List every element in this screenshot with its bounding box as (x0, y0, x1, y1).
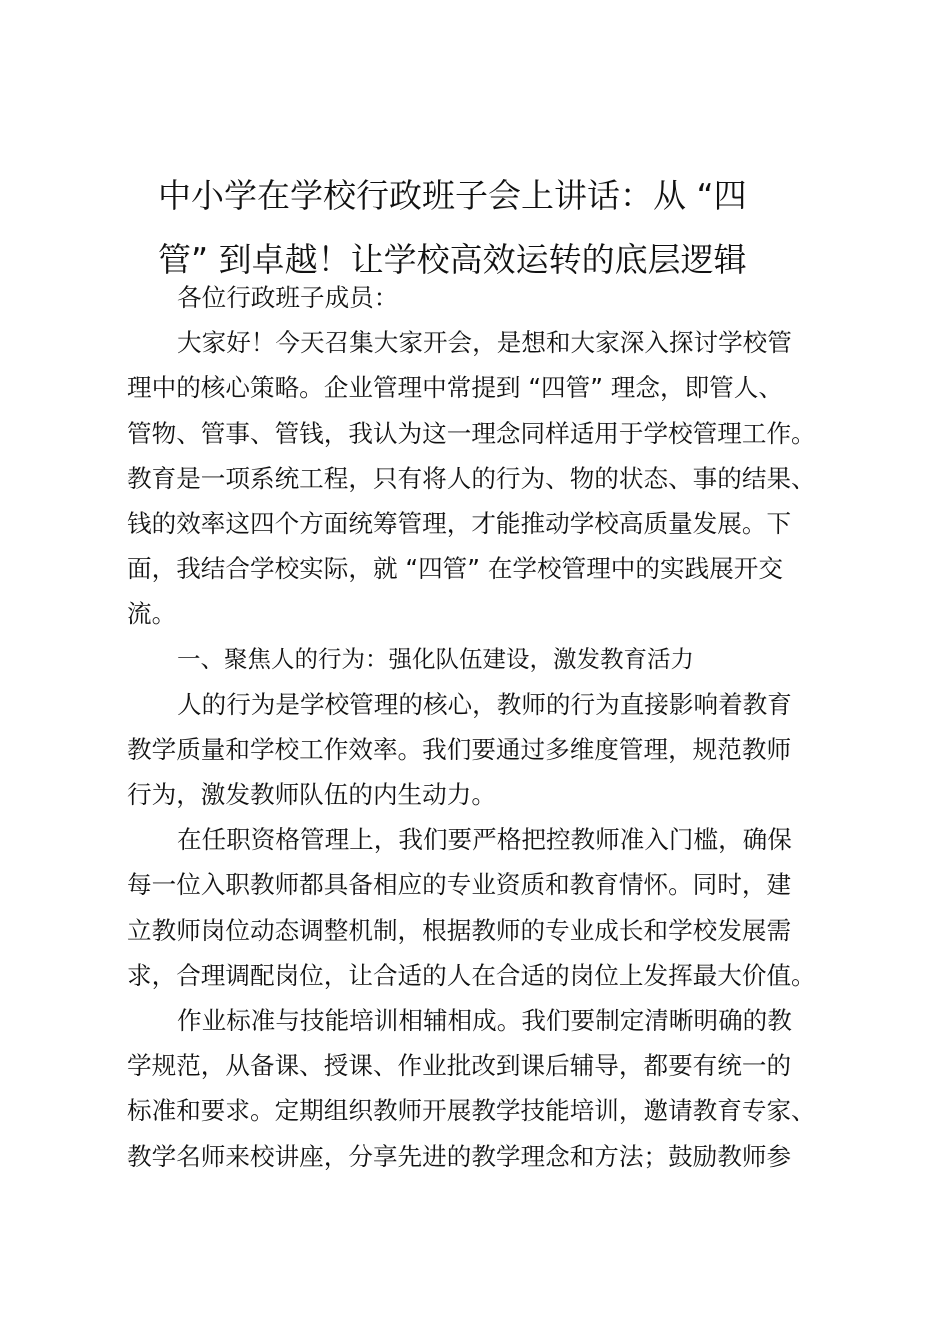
paragraph-line: 面，我结合学校实际，就 “四管” 在学校管理中的实践展开交 (127, 554, 783, 584)
paragraph-line: 每一位入职教师都具备相应的专业资质和教育情怀。同时，建 (127, 870, 792, 900)
heading-text: 一、聚焦人的行为：强化队伍建设，激发教育活力 (177, 644, 694, 673)
paragraph-line: 教育是一项系统工程，只有将人的行为、物的状态、事的结果、 (127, 463, 816, 493)
paragraph-line: 管物、管事、管钱，我认为这一理念同样适用于学校管理工作。 (127, 418, 816, 448)
title-line: 中小学在学校行政班子会上讲话：从 “四 (158, 176, 747, 215)
paragraph-line: 标准和要求。定期组织教师开展教学技能培训，邀请教育专家、 (127, 1096, 816, 1126)
paragraph-line: 人的行为是学校管理的核心，教师的行为直接影响着教育 (177, 689, 792, 719)
section-heading (127, 637, 842, 682)
paragraph-line: 流。 (127, 599, 177, 629)
paragraph-line: 大家好！今天召集大家开会，是想和大家深入探讨学校管 (177, 328, 792, 358)
paragraph-line: 在任职资格管理上，我们要严格把控教师准入门槛，确保 (177, 825, 792, 855)
paragraph-line: 理中的核心策略。企业管理中常提到 “四管” 理念，即管人、 (127, 373, 783, 403)
paragraph-line: 求，合理调配岗位，让合适的人在合适的岗位上发挥最大价值。 (127, 960, 816, 990)
paragraph-line: 教学质量和学校工作效率。我们要通过多维度管理，规范教师 (127, 734, 792, 764)
title-line: 管” 到卓越！让学校高效运转的底层逻辑 (158, 240, 747, 279)
paragraph-line: 学规范，从备课、授课、作业批改到课后辅导，都要有统一的 (127, 1051, 792, 1081)
paragraph-behavior (127, 682, 842, 818)
paragraph-training (127, 998, 842, 1179)
document-title (158, 164, 808, 292)
paragraph-line: 立教师岗位动态调整机制，根据教师的专业成长和学校发展需 (127, 915, 792, 945)
paragraph-line: 钱的效率这四个方面统筹管理，才能推动学校高质量发展。下 (127, 508, 792, 538)
paragraph-intro (127, 320, 842, 636)
document-body (127, 275, 842, 1179)
salutation (127, 275, 842, 320)
paragraph-qualification (127, 817, 842, 998)
paragraph-line: 行为，激发教师队伍的内生动力。 (127, 780, 496, 810)
paragraph-line: 教学名师来校讲座，分享先进的教学理念和方法；鼓励教师参 (127, 1141, 792, 1171)
salutation-text: 各位行政班子成员： (177, 283, 399, 312)
paragraph-line: 作业标准与技能培训相辅相成。我们要制定清晰明确的教 (177, 1006, 792, 1035)
